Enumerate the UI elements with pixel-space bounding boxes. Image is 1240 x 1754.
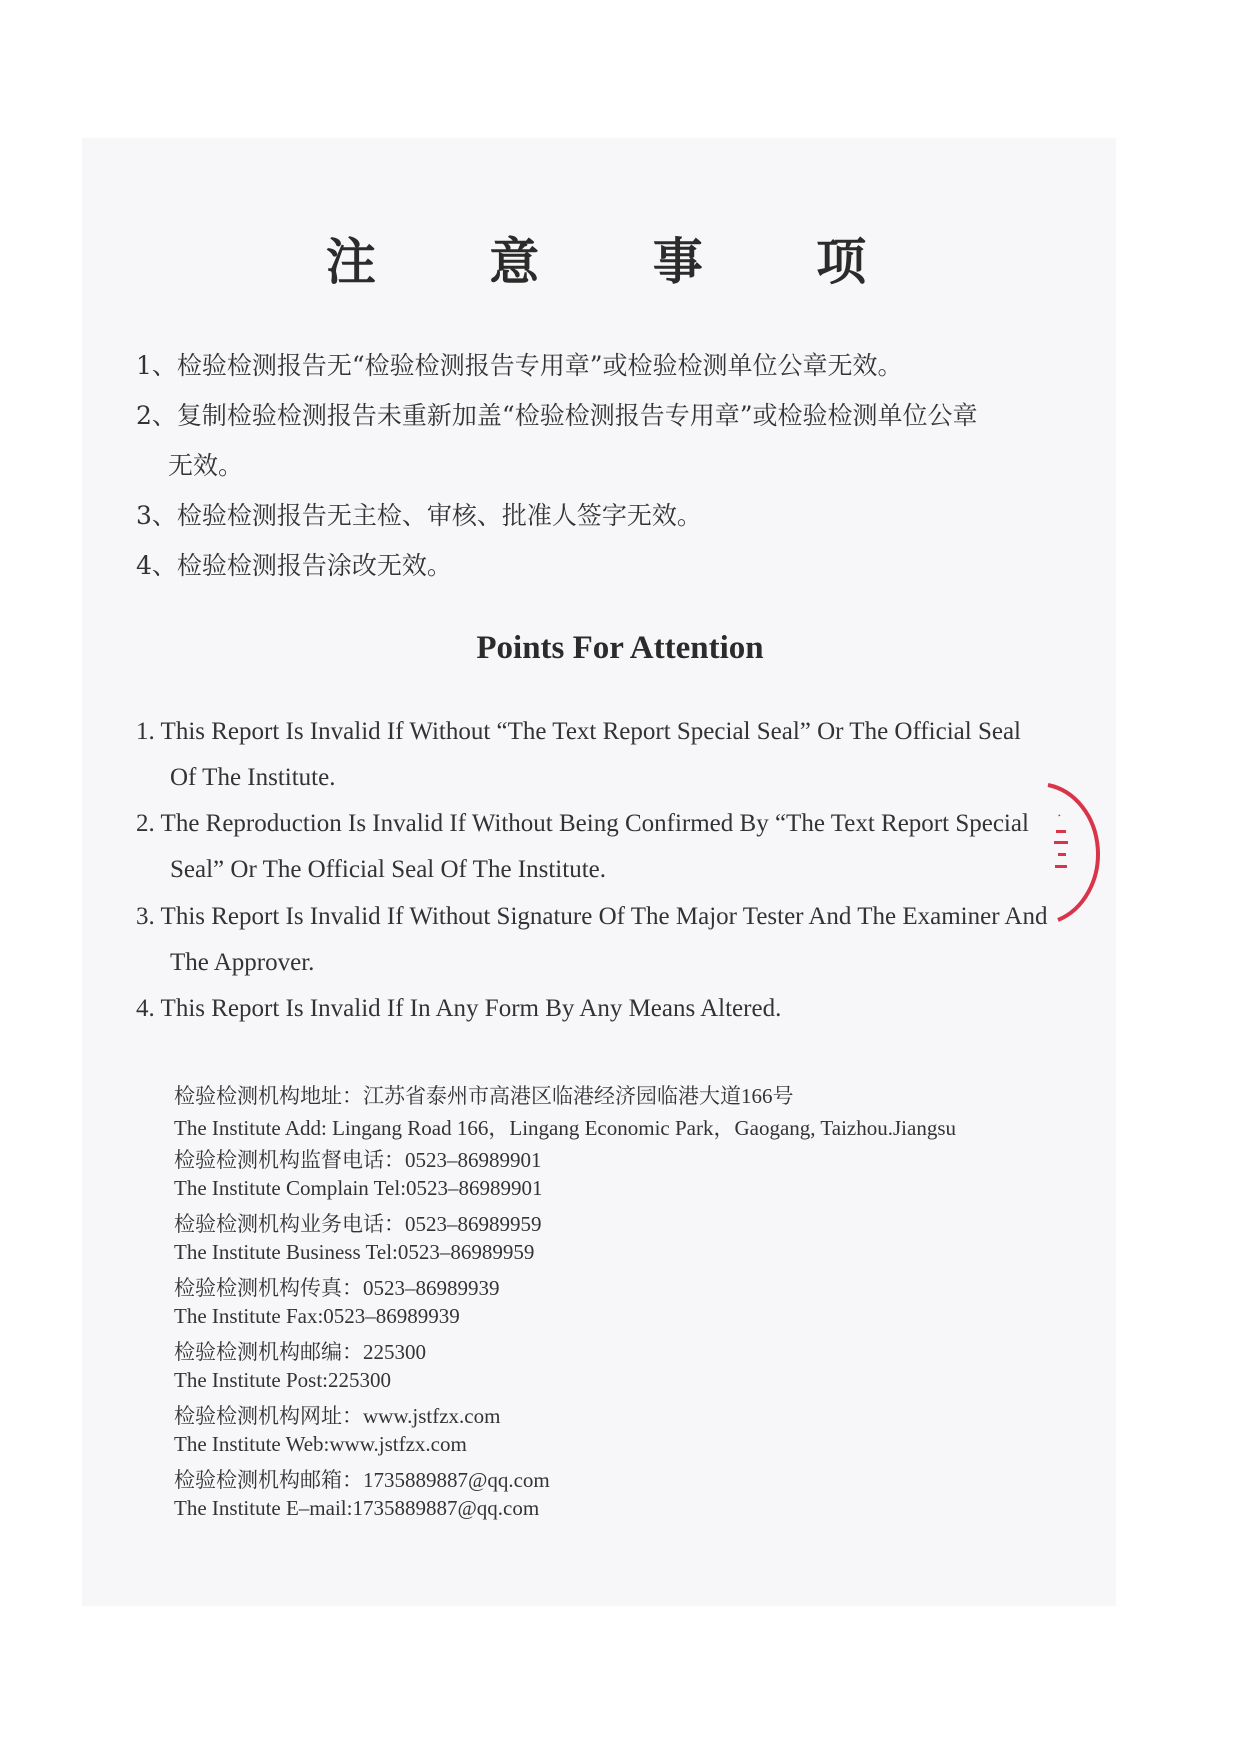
contact-web-cn: 检验检测机构网址：www.jstfzx.com [174,1404,501,1428]
cn-item-3: 3、检验检测报告无主检、审核、批准人签字无效。 [136,501,702,530]
contact-business-tel-en: The Institute Business Tel:0523–86989959 [174,1240,535,1264]
en-item-4: 4. This Report Is Invalid If In Any Form By Any Means Altered. [136,995,782,1022]
en-title: Points For Attention [476,630,764,666]
cn-item-2: 2、复制检验检测报告未重新加盖“检验检测报告专用章”或检验检测单位公章 [136,401,978,430]
contact-fax-cn: 检验检测机构传真：0523–86989939 [174,1276,500,1300]
contact-email-en: The Institute E–mail:1735889887@qq.com [174,1496,540,1520]
en-item-3-cont: The Approver. [170,949,315,976]
contact-complain-tel-en: The Institute Complain Tel:0523–86989901 [174,1176,543,1200]
contact-fax-en: The Institute Fax:0523–86989939 [174,1304,460,1328]
contact-business-tel-cn: 检验检测机构业务电话：0523–86989959 [174,1212,542,1236]
contact-complain-tel-cn: 检验检测机构监督电话：0523–86989901 [174,1148,542,1172]
en-item-1: 1. This Report Is Invalid If Without “The Text Report Special Seal” Or The Official Seal [136,718,1021,745]
contact-address-en: The Institute Add: Lingang Road 166，Lingang Economic Park，Gaogang, Taizhou.Jiangsu [174,1116,957,1140]
cn-item-2-cont: 无效。 [168,451,244,480]
en-item-3: 3. This Report Is Invalid If Without Signature Of The Major Tester And The Examiner And [136,903,1048,930]
contact-post-en: The Institute Post:225300 [174,1368,391,1392]
cn-title: 注 意 事 项 [325,233,915,291]
red-seal-icon [1040,775,1100,935]
cn-item-1: 1、检验检测报告无“检验检测报告专用章”或检验检测单位公章无效。 [136,351,903,380]
contact-web-en: The Institute Web:www.jstfzx.com [174,1432,467,1456]
en-item-2-cont: Seal” Or The Official Seal Of The Institute. [170,856,606,883]
en-item-1-cont: Of The Institute. [170,764,336,791]
contact-email-cn: 检验检测机构邮箱：1735889887@qq.com [174,1468,550,1492]
contact-address-cn: 检验检测机构地址：江苏省泰州市高港区临港经济园临港大道166号 [174,1084,794,1108]
svg-text:·: · [1050,810,1067,821]
cn-item-4: 4、检验检测报告涂改无效。 [136,551,452,580]
contact-post-cn: 检验检测机构邮编：225300 [174,1340,426,1364]
en-item-2: 2. The Reproduction Is Invalid If Without Being Confirmed By “The Text Report Special [136,810,1029,837]
